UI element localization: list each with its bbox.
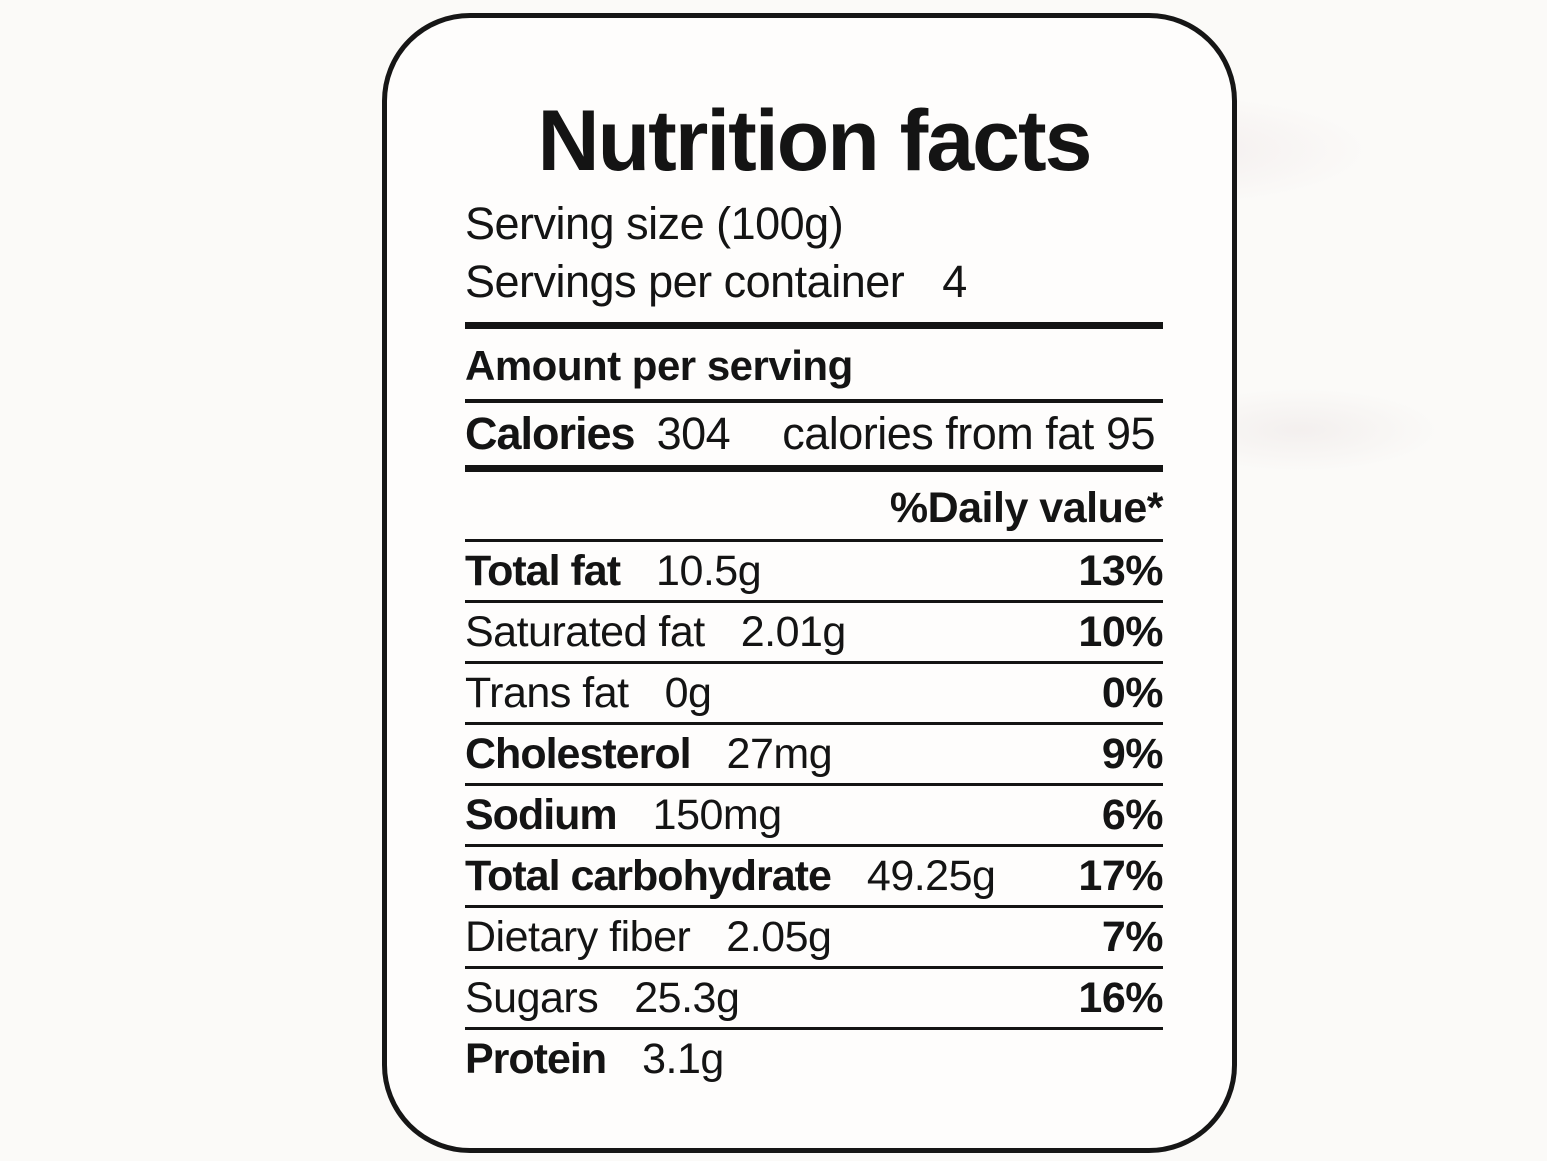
nutrient-name: Cholesterol xyxy=(465,729,691,778)
nutrient-name: Dietary fiber xyxy=(465,912,691,961)
nutrient-amount: 49.25g xyxy=(866,851,996,900)
nutrient-daily-value: 6% xyxy=(1101,790,1163,839)
nutrient-name: Saturated fat xyxy=(465,607,705,656)
calories-from-fat-value: 95 xyxy=(1105,408,1155,459)
nutrient-daily-value: 17% xyxy=(1078,851,1163,900)
nutrient-name: Total carbohydrate xyxy=(465,851,831,900)
servings-per-container-line xyxy=(465,256,1163,308)
servings-per-container-value: 4 xyxy=(942,256,967,307)
nutrient-row-sodium xyxy=(465,786,1163,844)
nutrient-daily-value: 7% xyxy=(1101,912,1163,961)
nutrient-name: Trans fat xyxy=(465,668,629,717)
servings-per-container-label: Servings per container xyxy=(465,256,905,307)
nutrient-name: Total fat xyxy=(465,546,621,595)
calories-from-fat-label: calories from fat xyxy=(782,408,1094,459)
divider-thick-top xyxy=(465,322,1163,329)
calories-row xyxy=(465,407,1163,461)
nutrient-amount: 0g xyxy=(664,668,712,717)
nutrient-name: Sodium xyxy=(465,790,617,839)
nutrient-row-dietary-fiber xyxy=(465,908,1163,966)
daily-value-header: %Daily value* xyxy=(889,484,1163,532)
nutrient-daily-value: 13% xyxy=(1078,546,1163,595)
label-title: Nutrition facts xyxy=(537,93,1091,189)
nutrient-row-saturated-fat xyxy=(465,603,1163,661)
nutrient-row-total-carbohydrate xyxy=(465,847,1163,905)
nutrient-daily-value: 16% xyxy=(1078,973,1163,1022)
nutrient-name: Sugars xyxy=(465,973,599,1022)
nutrient-amount: 150mg xyxy=(652,790,782,839)
nutrient-amount: 3.1g xyxy=(642,1034,724,1083)
calories-value: 304 xyxy=(656,408,731,459)
nutrient-row-protein xyxy=(465,1030,1163,1088)
divider-thick-calories xyxy=(465,465,1163,472)
nutrient-amount: 25.3g xyxy=(634,973,740,1022)
nutrient-name: Protein xyxy=(465,1034,607,1083)
nutrient-row-trans-fat xyxy=(465,664,1163,722)
nutrient-daily-value: 10% xyxy=(1078,607,1163,656)
amount-per-serving-header: Amount per serving xyxy=(465,342,853,389)
nutrient-row-total-fat xyxy=(465,542,1163,600)
nutrient-daily-value: 0% xyxy=(1101,668,1163,717)
serving-size-line: Serving size (100g) xyxy=(465,198,844,249)
calories-label: Calories xyxy=(465,408,635,459)
divider-mid xyxy=(465,399,1163,403)
nutrient-amount: 2.01g xyxy=(740,607,846,656)
nutrient-daily-value: 9% xyxy=(1101,729,1163,778)
nutrient-row-sugars xyxy=(465,969,1163,1027)
nutrient-amount: 2.05g xyxy=(726,912,832,961)
nutrient-amount: 27mg xyxy=(726,729,833,778)
nutrient-row-cholesterol xyxy=(465,725,1163,783)
nutrition-facts-label xyxy=(382,13,1237,1153)
nutrient-amount: 10.5g xyxy=(656,546,762,595)
